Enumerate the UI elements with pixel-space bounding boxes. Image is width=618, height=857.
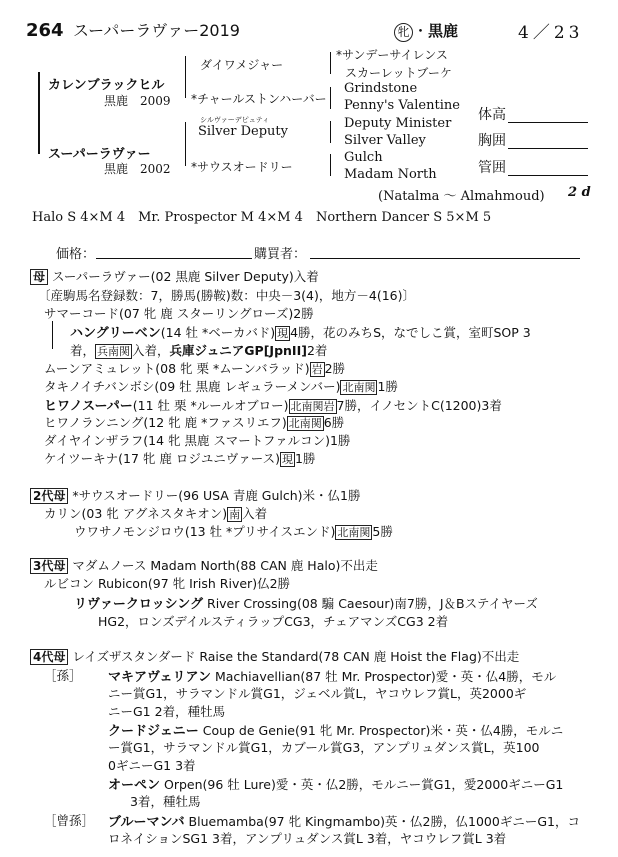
list-item: 0ギニーG1 3着 <box>108 758 196 773</box>
sex-mark: 牝 <box>394 23 413 42</box>
horse-name: スーパーラヴァー2019 <box>72 21 240 40</box>
list-item: 3着，種牡馬 <box>130 794 201 809</box>
birth-date: 4／23 <box>518 23 584 43</box>
section-title: マダムノース Madam North(88 CAN 鹿 Halo)不出走 <box>72 558 378 573</box>
list-item: クードジェニー Coup de Genie(91 牝 Mr. Prospector)米・英・仏4勝，モルニ <box>108 723 564 739</box>
ddd: Madam North <box>344 167 437 182</box>
section-label: 3代母 <box>30 558 68 574</box>
section-title: スーパーラヴァー(02 黒鹿 Silver Deputy)入着 <box>52 269 319 284</box>
section-label: 母 <box>30 269 48 285</box>
sss: *サンデーサイレンス <box>336 48 448 62</box>
field-height: 体高 <box>478 107 506 123</box>
bracket-dam <box>185 122 186 166</box>
lot-number: 264 <box>26 20 64 41</box>
list-item: ヒワノランニング(12 牝 鹿 *ファスリエフ) 北南関 6勝 <box>44 415 345 430</box>
buyer-label: 購買者： <box>254 247 307 262</box>
dsd: Silver Valley <box>344 133 426 148</box>
list-item: ブルーマンバ Bluemamba(97 牝 Kingmambo)英・仏2勝，仏1000ギニーG1，コ <box>108 814 580 830</box>
list-item: ハングリーベン(14 牡 *ベーカバド) 現 4勝，花のみちS，なでしこ賞，室町SOP 3 <box>70 325 531 341</box>
list-item: ウワサノモンジロウ(13 牡 *プリサイスエンド) 北南関 5勝 <box>74 524 393 539</box>
list-item: リヴァークロッシング River Crossing(08 騸 Caesour)南7勝，J＆Bステイヤーズ <box>74 596 538 612</box>
list-item: カリン(03 牝 アグネスタキオン) 南 入着 <box>44 506 268 521</box>
section-2nd-dam <box>30 486 600 546</box>
section-label: 4代母 <box>30 649 68 665</box>
list-item: ー賞G1，サラマンドル賞G1，カブール賞G3，アンプリュダンス賞L，英100 <box>108 740 540 755</box>
horse-color: 黒鹿 <box>428 22 459 40</box>
dam-info: 黒鹿 2002 <box>104 162 171 176</box>
list-item: オーペン Orpen(96 牡 Lure)愛・英・仏2勝，モルニー賞G1，愛2000ギニーG1 <box>108 777 564 793</box>
section-label: 2代母 <box>30 488 68 504</box>
ancestry-tag: 2 d <box>568 185 591 200</box>
list-item: ダイヤインザラフ(14 牝 黒鹿 スマートファルコン)1勝 <box>44 433 351 448</box>
list-item: マキアヴェリアン Machiavellian(87 牡 Mr. Prospector)愛・英・仏4勝，モル <box>108 669 557 685</box>
lot-header <box>26 18 240 41</box>
dds: Gulch <box>344 150 383 165</box>
dam-sire: Silver Deputy <box>198 124 288 139</box>
list-item: タキノイチバンボシ(09 牡 黒鹿 レギュラーメンバー) 北南関 1勝 <box>44 379 398 394</box>
sex-color: 牝 ・黒鹿 <box>394 20 458 42</box>
section-3rd-dam <box>30 556 600 631</box>
section-dam <box>30 267 600 467</box>
list-item: ロネイションSG1 3着，アンプリュダンス賞L 3着，ヤコウレフ賞L 3着 <box>108 831 507 846</box>
list-item: サマーコード(07 牝 鹿 スターリングローズ)2勝 <box>44 306 314 321</box>
list-item: ヒワノスーパー(11 牡 栗 *ルールオブロー) 北南関岩 7勝，イノセントC(1200)3着 <box>44 398 502 414</box>
list-item: 着， 兵南関 入着，兵庫ジュニアGP[JpnII]2着 <box>70 343 328 358</box>
list-item: ケイツーキナ(17 牝 鹿 ロジユニヴァース) 現 1勝 <box>44 451 316 466</box>
price-label: 価格： <box>56 247 96 262</box>
list-item: ニーG1 2着，種牡馬 <box>108 704 226 719</box>
ssd: スカーレットブーケ <box>345 66 452 80</box>
tag-great-grandchild: ［曾孫］ <box>44 813 95 828</box>
section-4th-dam <box>30 647 600 852</box>
list-item: ルビコン Rubicon(97 牝 Irish River)仏2勝 <box>44 576 291 591</box>
bracket-main <box>38 72 40 154</box>
inbreed-line: Halo S 4×M 4 Mr. Prospector M 4×M 4 Northern Dancer S 5×M 5 <box>32 210 492 225</box>
dam-dam: *サウスオードリー <box>191 160 293 174</box>
sds: Grindstone <box>344 81 418 96</box>
sire-info: 黒鹿 2009 <box>104 94 171 108</box>
dam-stats: 〔産駒馬名登録数：7，勝馬(勝鞍)数：中央－3(4)，地方－4(16)〕 <box>38 288 415 303</box>
tag-grandchild: ［孫］ <box>44 668 82 683</box>
field-cannon: 管囲 <box>478 160 506 176</box>
sdd: Penny's Valentine <box>344 98 460 113</box>
dss: Deputy Minister <box>344 116 452 131</box>
list-item: ムーンアミュレット(08 牝 栗 *ムーンバラッド) 岩 2勝 <box>44 361 346 376</box>
list-item: ニー賞G1，サラマンドル賞G1，ジェベル賞L，ヤコウレフ賞L，英2000ギ <box>108 686 527 701</box>
section-title: *サウスオードリー(96 USA 青鹿 Gulch)米・仏1勝 <box>72 488 361 503</box>
bracket-sire <box>185 56 186 98</box>
ancestry-note: (Natalma ～ Almahmoud) <box>378 189 545 204</box>
field-girth: 胸囲 <box>478 133 506 149</box>
dam-sire-ruby: シルヴァーデピュティ <box>200 116 270 124</box>
section-title: レイズザスタンダード Raise the Standard(78 CAN 鹿 Hoist the Flag)不出走 <box>72 649 520 664</box>
sire-dam: *チャールストンハーバー <box>191 92 327 106</box>
dam-name: スーパーラヴァー <box>48 147 151 162</box>
sire-sire: ダイワメジャー <box>200 58 284 72</box>
list-item: HG2，ロンズデイルスティラップCG3，チェアマンズCG3 2着 <box>98 614 449 629</box>
sire-name: カレンブラックヒル <box>48 78 165 93</box>
